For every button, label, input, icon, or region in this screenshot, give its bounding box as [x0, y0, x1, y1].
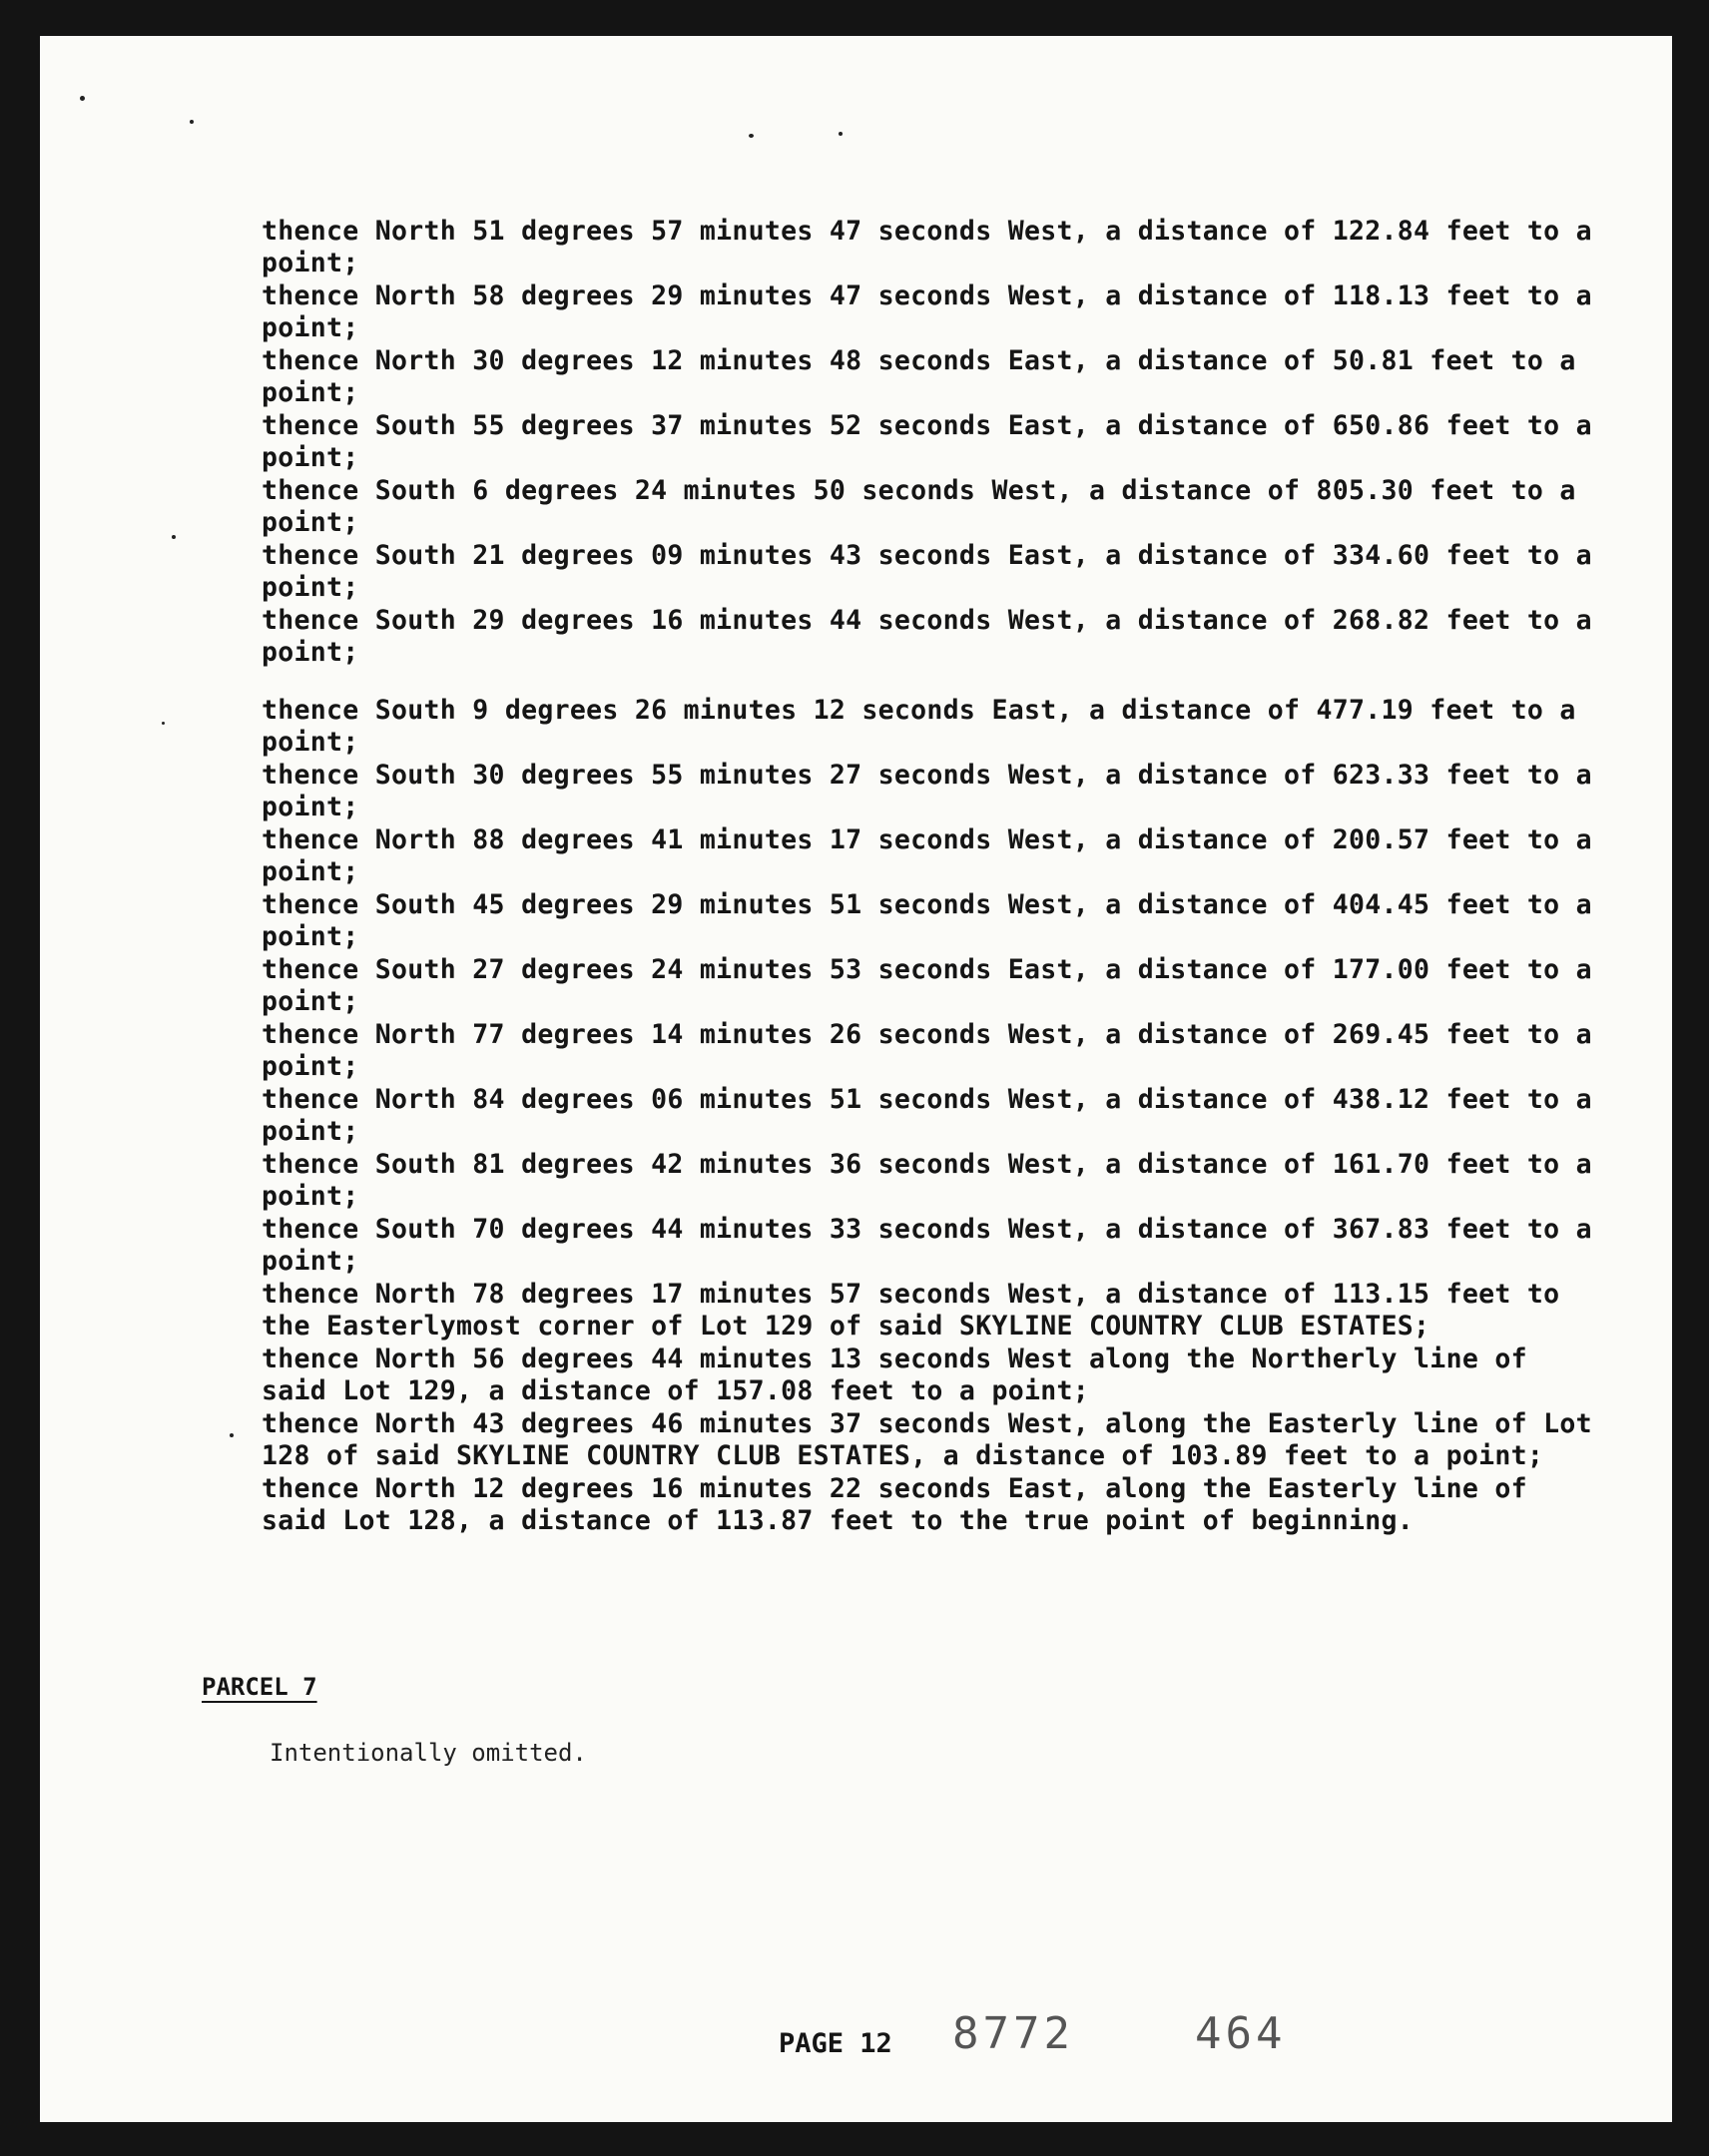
- course-paragraph: thence South 6 degrees 24 minutes 50 seconds West, a distance of 805.30 feet to a point;: [262, 475, 1592, 538]
- course-paragraph: thence North 30 degrees 12 minutes 48 seconds East, a distance of 50.81 feet to a point;: [262, 345, 1592, 408]
- course-paragraph: thence South 9 degrees 26 minutes 12 seconds East, a distance of 477.19 feet to a point;: [262, 695, 1592, 758]
- course-paragraph: thence North 51 degrees 57 minutes 47 seconds West, a distance of 122.84 feet to a point;: [262, 216, 1609, 278]
- course-paragraph: thence North 84 degrees 06 minutes 51 seconds West, a distance of 438.12 feet to a point;: [262, 1084, 1609, 1147]
- book-number-stamp: 8772: [952, 2008, 1074, 2059]
- scan-speck: [172, 535, 176, 539]
- parcel-text: Intentionally omitted.: [270, 1739, 587, 1767]
- course-paragraph: thence South 45 degrees 29 minutes 51 seconds West, a distance of 404.45 feet to a point;: [262, 889, 1609, 952]
- course-paragraph: thence South 55 degrees 37 minutes 52 seconds East, a distance of 650.86 feet to a point;: [262, 410, 1609, 473]
- scan-speck: [190, 120, 194, 124]
- course-paragraph: thence North 56 degrees 44 minutes 13 seconds West along the Northerly line of said Lot 129, a distance of 157.08 feet to a point;: [262, 1344, 1544, 1406]
- course-paragraph: thence South 70 degrees 44 minutes 33 seconds West, a distance of 367.83 feet to a point;: [262, 1214, 1609, 1277]
- course-paragraph: thence North 88 degrees 41 minutes 17 seconds West, a distance of 200.57 feet to a point;: [262, 824, 1609, 887]
- scan-speck: [839, 132, 843, 136]
- parcel-heading: PARCEL 7: [202, 1673, 317, 1701]
- course-paragraph: thence South 29 degrees 16 minutes 44 seconds West, a distance of 268.82 feet to a point;: [262, 605, 1609, 668]
- metes-and-bounds-courses: [262, 216, 1609, 1538]
- course-paragraph: thence North 77 degrees 14 minutes 26 seconds West, a distance of 269.45 feet to a point;: [262, 1019, 1609, 1082]
- scan-speck: [749, 134, 754, 138]
- course-paragraph: thence North 78 degrees 17 minutes 57 seconds West, a distance of 113.15 feet to the Easterlymost corner of Lot 129 of said SKYLINE COUNTRY CLUB ESTATES;: [262, 1279, 1576, 1342]
- course-paragraph: thence North 43 degrees 46 minutes 37 seconds West, along the Easterly line of Lot 128 of said SKYLINE COUNTRY CLUB ESTATES, a distance of 103.89 feet to a point;: [262, 1408, 1609, 1471]
- page-number-stamp: 464: [1195, 2008, 1287, 2059]
- course-paragraph: thence South 21 degrees 09 minutes 43 seconds East, a distance of 334.60 feet to a point;: [262, 540, 1609, 603]
- course-paragraph: thence South 81 degrees 42 minutes 36 seconds West, a distance of 161.70 feet to a point;: [262, 1149, 1609, 1212]
- scan-speck: [230, 1433, 234, 1437]
- scan-speck: [162, 722, 165, 725]
- course-paragraph: thence South 27 degrees 24 minutes 53 seconds East, a distance of 177.00 feet to a point;: [262, 954, 1609, 1017]
- course-paragraph: thence South 30 degrees 55 minutes 27 seconds West, a distance of 623.33 feet to a point;: [262, 760, 1609, 822]
- scan-speck: [80, 96, 85, 101]
- document-page: [40, 36, 1672, 2122]
- page-number-label: PAGE 12: [779, 2028, 892, 2059]
- course-paragraph: thence North 12 degrees 16 minutes 22 seconds East, along the Easterly line of said Lot 128, a distance of 113.87 feet to the true point of beginning.: [262, 1473, 1544, 1536]
- course-paragraph: thence North 58 degrees 29 minutes 47 seconds West, a distance of 118.13 feet to a point;: [262, 280, 1609, 343]
